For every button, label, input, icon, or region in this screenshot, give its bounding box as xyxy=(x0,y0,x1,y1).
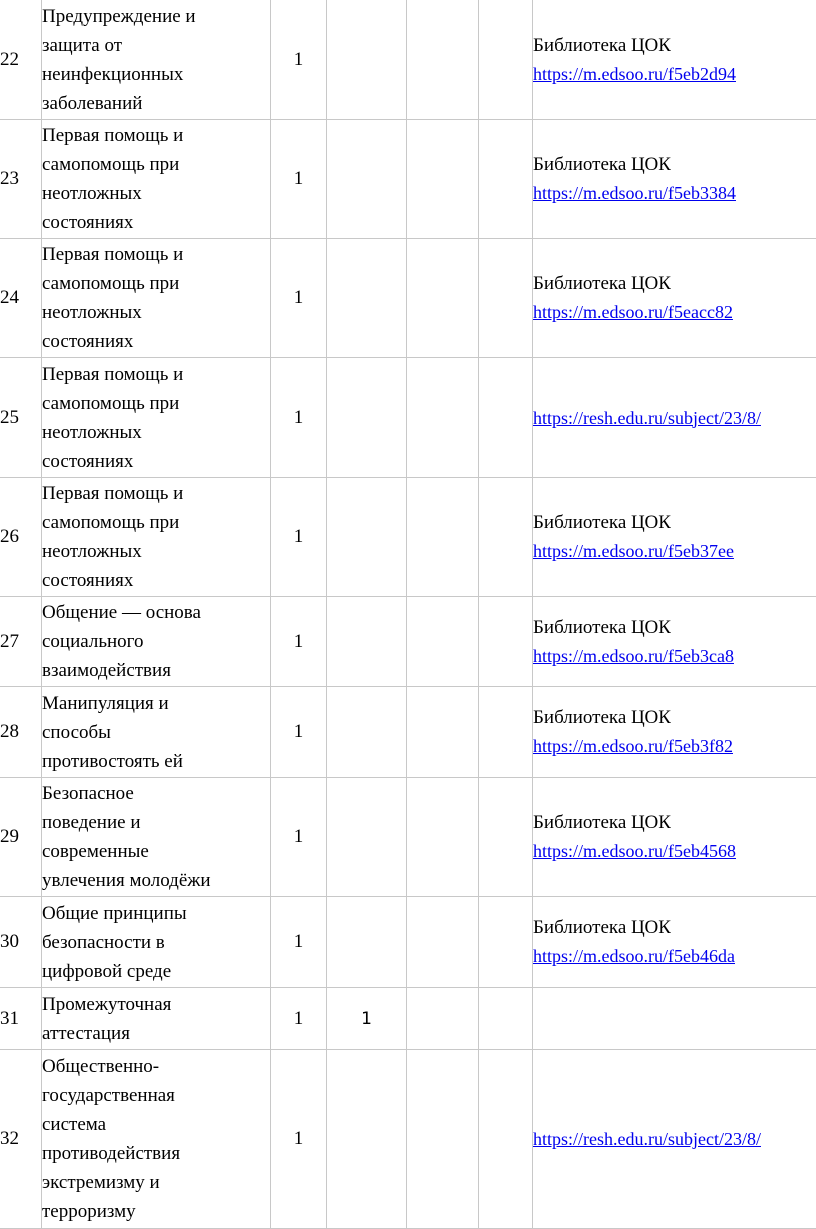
lesson-topic-line: противодействия xyxy=(42,1139,270,1168)
library-label: Библиотека ЦОК xyxy=(533,270,816,298)
lesson-topic-line: самопомощь при xyxy=(42,508,270,537)
table-row xyxy=(0,478,816,597)
lesson-topic-line: неотложных xyxy=(42,418,270,447)
digital-resource-cell xyxy=(533,687,816,778)
lesson-topic-line: увлечения молодёжи xyxy=(42,866,270,895)
lesson-topic-cell xyxy=(42,478,271,597)
practical-hours-cell xyxy=(407,1050,479,1229)
digital-resource-cell xyxy=(533,778,816,897)
resource-link[interactable]: https://m.edsoo.ru/f5eb2d94 xyxy=(533,60,816,88)
lesson-topic-line: состояниях xyxy=(42,447,270,476)
lesson-topic-cell xyxy=(42,597,271,687)
lesson-number: 25 xyxy=(0,407,19,428)
total-hours-cell xyxy=(271,778,327,897)
lesson-topic-line: неинфекционных xyxy=(42,60,270,89)
lesson-number: 26 xyxy=(0,526,19,547)
study-date-cell xyxy=(479,897,533,988)
lesson-topic-line: Общественно- xyxy=(42,1052,270,1081)
lesson-number: 22 xyxy=(0,49,19,70)
lesson-topic-line: Первая помощь и xyxy=(42,360,270,389)
practical-hours-cell xyxy=(407,597,479,687)
lesson-topic-line: самопомощь при xyxy=(42,389,270,418)
total-hours-cell xyxy=(271,358,327,478)
study-date-cell xyxy=(479,358,533,478)
control-hours-cell xyxy=(327,1050,407,1229)
lesson-topic-line: государственная xyxy=(42,1081,270,1110)
practical-hours-cell xyxy=(407,358,479,478)
practical-hours-cell xyxy=(407,478,479,597)
practical-hours-cell xyxy=(407,120,479,239)
total-hours: 1 xyxy=(294,526,304,547)
lesson-number: 29 xyxy=(0,826,19,847)
control-hours-cell xyxy=(327,0,407,120)
total-hours: 1 xyxy=(294,168,304,189)
lesson-number-cell xyxy=(0,597,42,687)
study-date-cell xyxy=(479,0,533,120)
digital-resource-cell xyxy=(533,120,816,239)
lesson-topic-line: состояниях xyxy=(42,566,270,595)
library-label: Библиотека ЦОК xyxy=(533,614,816,642)
lesson-topic-line: Первая помощь и xyxy=(42,121,270,150)
study-date-cell xyxy=(479,478,533,597)
lesson-number-cell xyxy=(0,1050,42,1229)
table-row xyxy=(0,687,816,778)
lesson-topic-cell xyxy=(42,0,271,120)
total-hours: 1 xyxy=(294,631,304,652)
total-hours: 1 xyxy=(294,931,304,952)
total-hours: 1 xyxy=(294,407,304,428)
table-row xyxy=(0,988,816,1050)
control-hours: 1 xyxy=(361,1009,372,1029)
total-hours-cell xyxy=(271,239,327,358)
lesson-number-cell xyxy=(0,478,42,597)
table-row xyxy=(0,778,816,897)
study-date-cell xyxy=(479,597,533,687)
resource-link[interactable]: https://resh.edu.ru/subject/23/8/ xyxy=(533,404,816,432)
total-hours-cell xyxy=(271,687,327,778)
lesson-topic-cell xyxy=(42,897,271,988)
lesson-topic-line: безопасности в xyxy=(42,928,270,957)
control-hours-cell xyxy=(327,239,407,358)
library-label: Библиотека ЦОК xyxy=(533,509,816,537)
lesson-number: 23 xyxy=(0,168,19,189)
total-hours: 1 xyxy=(294,49,304,70)
digital-resource-cell xyxy=(533,597,816,687)
lesson-topic-line: самопомощь при xyxy=(42,269,270,298)
lesson-topic-line: цифровой среде xyxy=(42,957,270,986)
lesson-topic-line: современные xyxy=(42,837,270,866)
total-hours-cell xyxy=(271,478,327,597)
lesson-topic-cell xyxy=(42,988,271,1050)
lesson-number-cell xyxy=(0,239,42,358)
lesson-number-cell xyxy=(0,778,42,897)
lesson-topic-line: социального xyxy=(42,627,270,656)
lesson-topic-line: самопомощь при xyxy=(42,150,270,179)
lesson-topic-cell xyxy=(42,120,271,239)
total-hours-cell xyxy=(271,120,327,239)
lesson-topic-line: аттестация xyxy=(42,1019,270,1048)
total-hours: 1 xyxy=(294,1128,304,1149)
lesson-number-cell xyxy=(0,120,42,239)
lesson-topic-line: Предупреждение и xyxy=(42,2,270,31)
total-hours-cell xyxy=(271,0,327,120)
lesson-topic-line: способы xyxy=(42,718,270,747)
library-label: Библиотека ЦОК xyxy=(533,809,816,837)
lesson-topic-line: Манипуляция и xyxy=(42,689,270,718)
control-hours-cell xyxy=(327,120,407,239)
lesson-number-cell xyxy=(0,988,42,1050)
lesson-number: 27 xyxy=(0,631,19,652)
table-row xyxy=(0,0,816,120)
lesson-topic-line: неотложных xyxy=(42,298,270,327)
total-hours-cell xyxy=(271,1050,327,1229)
lesson-number-cell xyxy=(0,358,42,478)
control-hours-cell xyxy=(327,778,407,897)
table-row xyxy=(0,239,816,358)
study-date-cell xyxy=(479,239,533,358)
resource-link[interactable]: https://m.edsoo.ru/f5eacc82 xyxy=(533,298,816,326)
lesson-number-cell xyxy=(0,687,42,778)
digital-resource-cell xyxy=(533,478,816,597)
lesson-topic-line: Первая помощь и xyxy=(42,240,270,269)
lesson-topic-line: Безопасное xyxy=(42,779,270,808)
lesson-topic-line: состояниях xyxy=(42,327,270,356)
digital-resource-cell xyxy=(533,239,816,358)
study-date-cell xyxy=(479,988,533,1050)
resource-link[interactable]: https://resh.edu.ru/subject/23/8/ xyxy=(533,1125,816,1153)
lesson-topic-cell xyxy=(42,687,271,778)
practical-hours-cell xyxy=(407,0,479,120)
lesson-topic-line: терроризму xyxy=(42,1197,270,1226)
lesson-topic-line: неотложных xyxy=(42,179,270,208)
library-label: Библиотека ЦОК xyxy=(533,914,816,942)
resource-link[interactable]: https://m.edsoo.ru/f5eb3ca8 xyxy=(533,642,816,670)
digital-resource-cell xyxy=(533,988,816,1050)
lesson-number-cell xyxy=(0,897,42,988)
control-hours-cell xyxy=(327,358,407,478)
practical-hours-cell xyxy=(407,778,479,897)
lesson-number: 30 xyxy=(0,931,19,952)
control-hours-cell xyxy=(327,988,407,1050)
lesson-number: 28 xyxy=(0,721,19,742)
digital-resource-cell xyxy=(533,1050,816,1229)
lesson-topic-line: Общие принципы xyxy=(42,899,270,928)
lesson-topic-line: система xyxy=(42,1110,270,1139)
study-date-cell xyxy=(479,1050,533,1229)
lesson-number: 31 xyxy=(0,1008,19,1029)
lesson-topic-line: неотложных xyxy=(42,537,270,566)
study-date-cell xyxy=(479,120,533,239)
digital-resource-cell xyxy=(533,897,816,988)
lesson-number-cell xyxy=(0,0,42,120)
lesson-number: 32 xyxy=(0,1128,19,1149)
lesson-topic-cell xyxy=(42,1050,271,1229)
lesson-topic-cell xyxy=(42,778,271,897)
practical-hours-cell xyxy=(407,239,479,358)
lesson-topic-cell xyxy=(42,239,271,358)
control-hours-cell xyxy=(327,597,407,687)
practical-hours-cell xyxy=(407,988,479,1050)
lesson-topic-line: Промежуточная xyxy=(42,990,270,1019)
control-hours-cell xyxy=(327,478,407,597)
lesson-topic-line: противостоять ей xyxy=(42,747,270,776)
total-hours: 1 xyxy=(294,721,304,742)
total-hours: 1 xyxy=(294,287,304,308)
library-label: Библиотека ЦОК xyxy=(533,704,816,732)
resource-link[interactable]: https://m.edsoo.ru/f5eb46da xyxy=(533,942,816,970)
library-label: Библиотека ЦОК xyxy=(533,32,816,60)
lesson-topic-line: заболеваний xyxy=(42,89,270,118)
practical-hours-cell xyxy=(407,687,479,778)
lesson-number: 24 xyxy=(0,287,19,308)
practical-hours-cell xyxy=(407,897,479,988)
total-hours: 1 xyxy=(294,1008,304,1029)
lesson-topic-cell xyxy=(42,358,271,478)
lesson-topic-line: экстремизму и xyxy=(42,1168,270,1197)
study-date-cell xyxy=(479,687,533,778)
lesson-topic-line: состояниях xyxy=(42,208,270,237)
total-hours: 1 xyxy=(294,826,304,847)
resource-link[interactable]: https://m.edsoo.ru/f5eb4568 xyxy=(533,837,816,865)
lesson-topic-line: Первая помощь и xyxy=(42,479,270,508)
control-hours-cell xyxy=(327,897,407,988)
study-date-cell xyxy=(479,778,533,897)
table-row xyxy=(0,597,816,687)
resource-link[interactable]: https://m.edsoo.ru/f5eb3384 xyxy=(533,179,816,207)
total-hours-cell xyxy=(271,597,327,687)
total-hours-cell xyxy=(271,897,327,988)
table-row xyxy=(0,120,816,239)
table-row xyxy=(0,897,816,988)
digital-resource-cell xyxy=(533,358,816,478)
library-label: Библиотека ЦОК xyxy=(533,151,816,179)
resource-link[interactable]: https://m.edsoo.ru/f5eb3f82 xyxy=(533,732,816,760)
table-row xyxy=(0,1050,816,1229)
total-hours-cell xyxy=(271,988,327,1050)
lesson-topic-line: взаимодействия xyxy=(42,656,270,685)
lesson-topic-line: защита от xyxy=(42,31,270,60)
table-row xyxy=(0,358,816,478)
digital-resource-cell xyxy=(533,0,816,120)
lesson-topic-line: Общение — основа xyxy=(42,598,270,627)
lesson-topic-line: поведение и xyxy=(42,808,270,837)
resource-link[interactable]: https://m.edsoo.ru/f5eb37ee xyxy=(533,537,816,565)
control-hours-cell xyxy=(327,687,407,778)
